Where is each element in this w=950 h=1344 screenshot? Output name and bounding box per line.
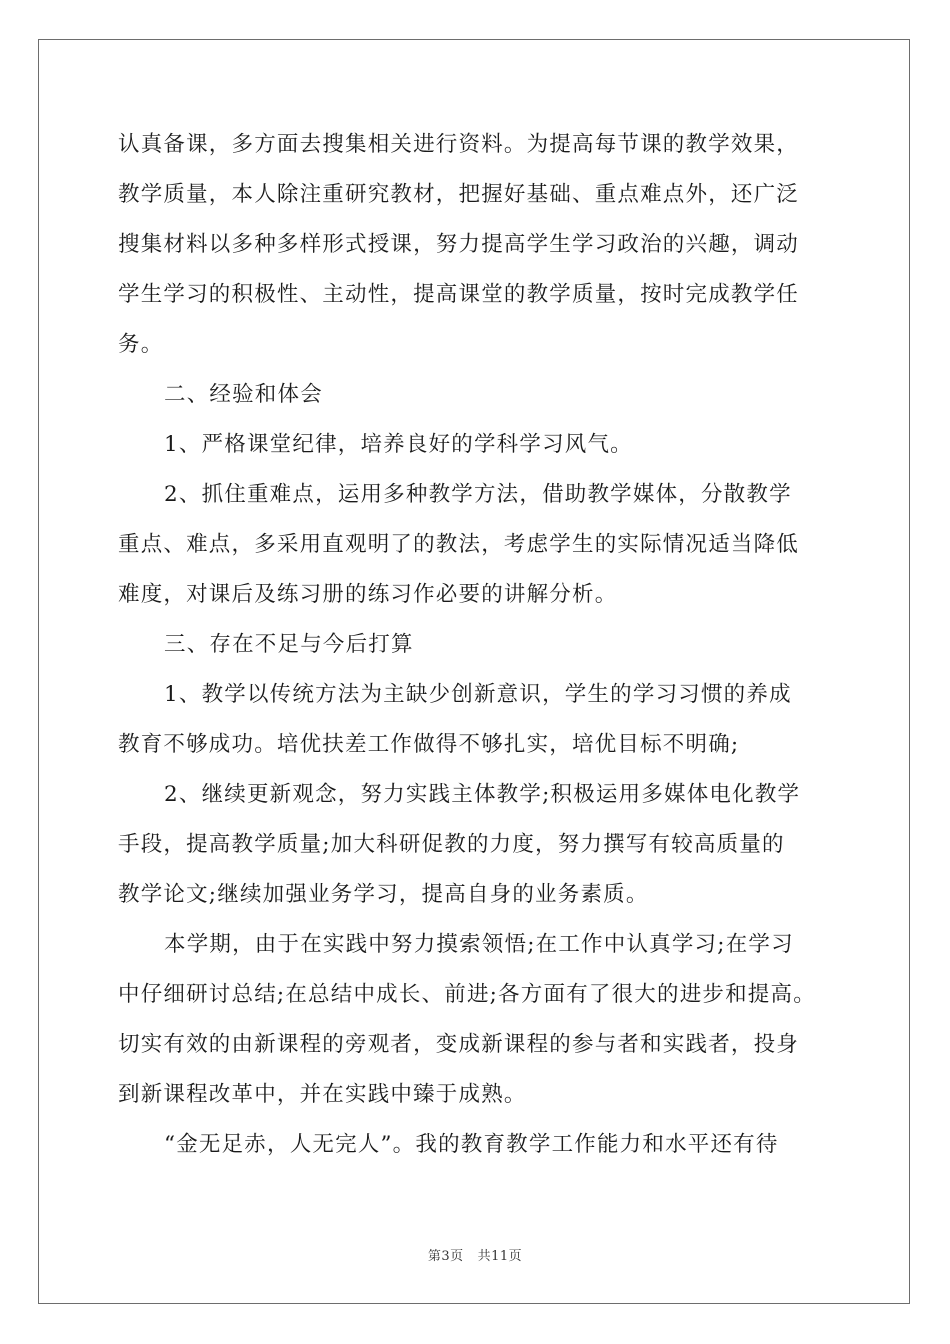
- text-line: 务。: [118, 332, 164, 357]
- text-line: 教学质量，本人除注重研究教材，把握好基础、重点难点外，还广泛: [118, 182, 800, 207]
- text-line: 搜集材料以多种多样形式授课，努力提高学生学习政治的兴趣，调动: [118, 232, 800, 257]
- text-line: 学生学习的积极性、主动性，提高课堂的教学质量，按时完成教学任: [118, 282, 800, 307]
- text-line: 难度，对课后及练习册的练习作必要的讲解分析。: [118, 582, 618, 607]
- text-line: 二、经验和体会: [164, 382, 323, 407]
- text-line: 到新课程改革中，并在实践中臻于成熟。: [118, 1082, 527, 1107]
- text-line: 1、教学以传统方法为主缺少创新意识，学生的学习习惯的养成: [164, 682, 792, 707]
- text-line: 1、严格课堂纪律，培养良好的学科学习风气。: [164, 432, 633, 457]
- text-line: 手段，提高教学质量;加大科研促教的力度，努力撰写有较高质量的: [118, 832, 785, 857]
- text-line: “金无足赤，人无完人”。我的教育教学工作能力和水平还有待: [164, 1132, 779, 1157]
- page-footer: [0, 1245, 950, 1264]
- text-line: 本学期，由于在实践中努力摸索领悟;在工作中认真学习;在学习: [164, 932, 794, 957]
- text-line: 中仔细研讨总结;在总结中成长、前进;各方面有了很大的进步和提高。: [118, 982, 816, 1007]
- text-line: 重点、难点，多采用直观明了的教法，考虑学生的实际情况适当降低: [118, 532, 800, 557]
- page-total: 共11页: [477, 1249, 523, 1264]
- text-line: 教学论文;继续加强业务学习，提高自身的业务素质。: [118, 882, 649, 907]
- page-number: 第3页: [427, 1249, 464, 1264]
- text-line: 三、存在不足与今后打算: [164, 632, 414, 657]
- text-line: 教育不够成功。培优扶差工作做得不够扎实，培优目标不明确;: [118, 732, 740, 757]
- document-body: [118, 120, 838, 1170]
- text-line: 2、继续更新观念，努力实践主体教学;积极运用多媒体电化教学: [164, 782, 801, 807]
- text-line: 切实有效的由新课程的旁观者，变成新课程的参与者和实践者，投身: [118, 1032, 800, 1057]
- text-line: 认真备课，多方面去搜集相关进行资料。为提高每节课的教学效果，: [118, 132, 800, 157]
- text-line: 2、抓住重难点，运用多种教学方法，借助教学媒体，分散教学: [164, 482, 792, 507]
